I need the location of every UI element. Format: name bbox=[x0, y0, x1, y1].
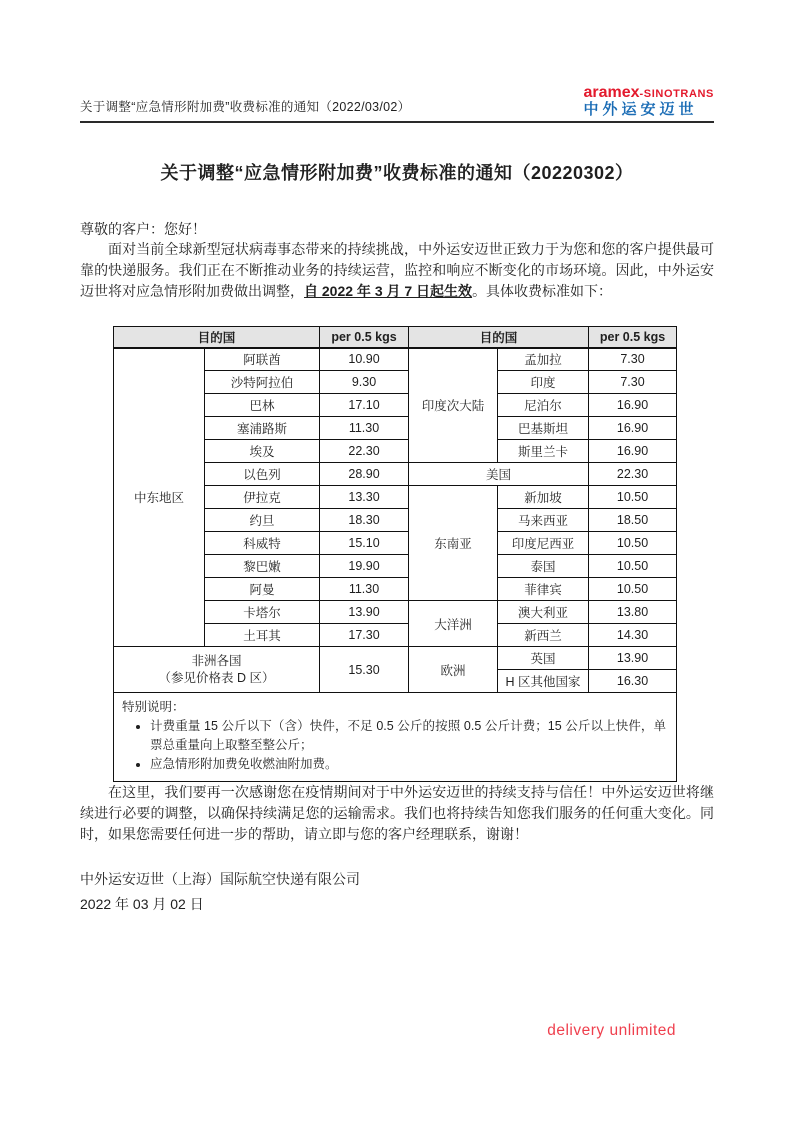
price-cell: 16.90 bbox=[589, 394, 677, 417]
region-cell: 欧洲 bbox=[409, 647, 498, 693]
logo-sinotrans: -SINOTRANS bbox=[639, 88, 714, 100]
price-cell: 10.50 bbox=[589, 578, 677, 601]
country-cell: 斯里兰卡 bbox=[498, 440, 589, 463]
table-row bbox=[114, 647, 677, 670]
country-cell: 以色列 bbox=[205, 463, 320, 486]
price-cell: 11.30 bbox=[320, 578, 409, 601]
destination-header: 目的国 bbox=[114, 327, 320, 348]
closing-paragraph: 在这里，我们要再一次感谢您在疫情期间对于中外运安迈世的持续支持与信任！中外运安迈世将继续进行必要的调整，以确保持续满足您的运输需求。我们也将持续告知您我们服务的任何重大变化。同时，如果您需要任何进一步的帮助，请立即与您的客户经理联系，谢谢！ bbox=[80, 784, 714, 843]
country-cell: 新西兰 bbox=[498, 624, 589, 647]
notice-title: 关于调整“应急情形附加费”收费标准的通知（20220302） bbox=[160, 163, 634, 184]
doc-ref: 关于调整“应急情形附加费”收费标准的通知（2022/03/02） bbox=[80, 100, 411, 115]
price-cell: 10.90 bbox=[320, 348, 409, 371]
country-cell: 埃及 bbox=[205, 440, 320, 463]
price-cell: 22.30 bbox=[589, 463, 677, 486]
price-cell: 15.30 bbox=[320, 647, 409, 693]
usa-cell: 美国 bbox=[409, 463, 589, 486]
country-cell: 约旦 bbox=[205, 509, 320, 532]
country-cell: 澳大利亚 bbox=[498, 601, 589, 624]
country-cell: 阿曼 bbox=[205, 578, 320, 601]
notes-cell bbox=[114, 693, 677, 782]
price-cell: 10.50 bbox=[589, 486, 677, 509]
signature-date: 2022 年 03 月 02 日 bbox=[80, 896, 204, 913]
country-cell: 尼泊尔 bbox=[498, 394, 589, 417]
price-cell: 10.50 bbox=[589, 532, 677, 555]
destination-header: 目的国 bbox=[409, 327, 589, 348]
price-cell: 18.30 bbox=[320, 509, 409, 532]
country-cell: 阿联酋 bbox=[205, 348, 320, 371]
intro-paragraph bbox=[80, 239, 714, 302]
country-cell: 沙特阿拉伯 bbox=[205, 371, 320, 394]
price-cell: 22.30 bbox=[320, 440, 409, 463]
price-cell: 28.90 bbox=[320, 463, 409, 486]
note-item: • 应急情形附加费免收燃油附加费。 bbox=[150, 755, 666, 774]
price-cell: 15.10 bbox=[320, 532, 409, 555]
signature-company: 中外运安迈世（上海）国际航空快递有限公司 bbox=[80, 871, 360, 888]
region-cell: 印度次大陆 bbox=[409, 348, 498, 463]
africa-line1: 非洲各国 bbox=[191, 653, 242, 668]
price-cell: 17.30 bbox=[320, 624, 409, 647]
price-cell: 16.30 bbox=[589, 670, 677, 693]
country-cell: 巴林 bbox=[205, 394, 320, 417]
country-cell: H 区其他国家 bbox=[498, 670, 589, 693]
country-cell: 塞浦路斯 bbox=[205, 417, 320, 440]
intro-text-before: 面对当前全球新型冠状病毒事态带来的持续挑战，中外运安迈世正致力于为您和您的客户提供最可靠的快递服务。我们正在不断推动业务的持续运营，监控和响应不断变化的市场环境。因此，中外运安迈世将对应急情形附加费做出调整， bbox=[80, 241, 714, 300]
table-row bbox=[114, 348, 677, 371]
logo-chinese: 中外运安迈世 bbox=[583, 100, 698, 118]
price-cell: 11.30 bbox=[320, 417, 409, 440]
country-cell: 印度尼西亚 bbox=[498, 532, 589, 555]
country-cell: 马来西亚 bbox=[498, 509, 589, 532]
country-cell: 科威特 bbox=[205, 532, 320, 555]
logo-aramex: aramex bbox=[583, 84, 640, 101]
price-cell: 10.50 bbox=[589, 555, 677, 578]
price-cell: 16.90 bbox=[589, 440, 677, 463]
price-cell: 18.50 bbox=[589, 509, 677, 532]
country-cell: 新加坡 bbox=[498, 486, 589, 509]
intro-text-after: 。具体收费标准如下： bbox=[472, 283, 613, 300]
salutation: 尊敬的客户：您好！ bbox=[80, 221, 206, 238]
effective-date-emphasis: 自 2022 年 3 月 7 日起生效 bbox=[304, 283, 473, 300]
country-cell: 印度 bbox=[498, 371, 589, 394]
price-cell: 16.90 bbox=[589, 417, 677, 440]
africa-cell bbox=[114, 647, 320, 693]
table-header-row bbox=[114, 327, 677, 348]
logo-latin bbox=[584, 84, 715, 102]
price-cell: 19.90 bbox=[320, 555, 409, 578]
country-cell: 卡塔尔 bbox=[205, 601, 320, 624]
rate-header: per 0.5 kgs bbox=[320, 327, 409, 348]
notes-list bbox=[122, 717, 666, 774]
price-cell: 7.30 bbox=[589, 348, 677, 371]
footer-slogan: delivery unlimited bbox=[547, 1022, 676, 1039]
country-cell: 黎巴嫩 bbox=[205, 555, 320, 578]
price-cell: 13.80 bbox=[589, 601, 677, 624]
region-cell: 大洋洲 bbox=[409, 601, 498, 647]
signature-block bbox=[80, 867, 714, 917]
company-logo bbox=[584, 84, 715, 118]
price-cell: 17.10 bbox=[320, 394, 409, 417]
country-cell: 伊拉克 bbox=[205, 486, 320, 509]
region-cell: 东南亚 bbox=[409, 486, 498, 601]
country-cell: 巴基斯坦 bbox=[498, 417, 589, 440]
price-cell: 13.90 bbox=[589, 647, 677, 670]
africa-line2: （参见价格表 D 区） bbox=[158, 670, 275, 685]
note-item: • 计费重量 15 公斤以下（含）快件，不足 0.5 公斤的按照 0.5 公斤计费；15 公斤以上快件，单票总重量向上取整至整公斤； bbox=[150, 717, 666, 755]
notes-title: 特别说明： bbox=[122, 700, 185, 715]
country-cell: 孟加拉 bbox=[498, 348, 589, 371]
country-cell: 菲律宾 bbox=[498, 578, 589, 601]
price-cell: 9.30 bbox=[320, 371, 409, 394]
table-notes-row bbox=[114, 693, 677, 782]
country-cell: 泰国 bbox=[498, 555, 589, 578]
country-cell: 土耳其 bbox=[205, 624, 320, 647]
price-cell: 7.30 bbox=[589, 371, 677, 394]
price-cell: 14.30 bbox=[589, 624, 677, 647]
price-cell: 13.90 bbox=[320, 601, 409, 624]
country-cell: 英国 bbox=[498, 647, 589, 670]
price-cell: 13.30 bbox=[320, 486, 409, 509]
surcharge-table bbox=[113, 326, 677, 782]
rate-header: per 0.5 kgs bbox=[589, 327, 677, 348]
page-header bbox=[80, 84, 714, 123]
region-cell: 中东地区 bbox=[114, 348, 205, 647]
